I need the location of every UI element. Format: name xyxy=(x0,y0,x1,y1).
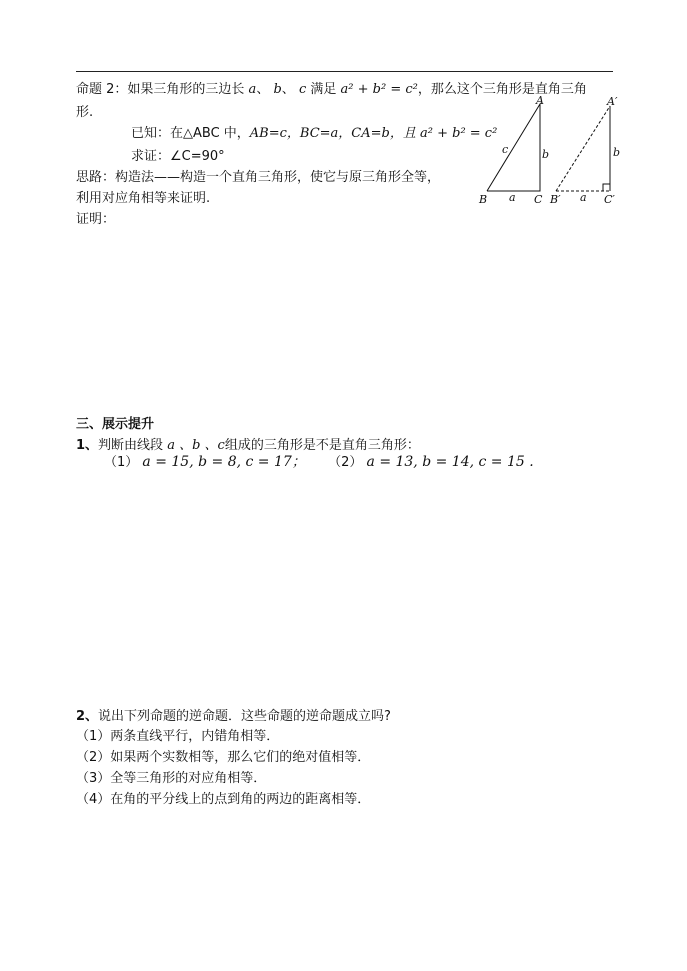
label-B: B xyxy=(479,193,488,206)
label-C: C xyxy=(534,193,543,206)
section-heading: 三、展示提升 xyxy=(76,417,155,432)
item-2-label: （2） xyxy=(328,455,363,470)
question-2-number: 2、 xyxy=(76,709,99,724)
prop2-prefix: 命题 2：如果三角形的三边长 xyxy=(76,82,245,97)
label-C-prime: C′ xyxy=(604,193,615,206)
given-line xyxy=(131,122,497,141)
label-A: A xyxy=(536,94,544,107)
question-1-number: 1、 xyxy=(76,438,99,453)
side-label-b: b xyxy=(542,148,550,161)
label-B-prime: B′ xyxy=(550,193,561,206)
item-1-expression: a = 15, b = 8, c = 17； xyxy=(142,454,306,470)
item-1-label: （1） xyxy=(104,455,139,470)
question-2-item-1: （1）两条直线平行，内错角相等． xyxy=(76,729,280,744)
proof-label: 证明： xyxy=(76,212,116,227)
prop2-mid: 满足 xyxy=(310,82,337,97)
given-equation: a² + b² = c² xyxy=(420,126,498,141)
var-b: b xyxy=(273,82,282,97)
prove-line: 求证：∠C=90° xyxy=(131,149,225,164)
idea-line2: 利用对应角相等来证明. xyxy=(76,191,211,206)
var-a: a xyxy=(248,82,257,97)
triangle-figure xyxy=(470,92,630,212)
question-1-prefix: 判断由线段 xyxy=(98,438,164,453)
idea-line1: 思路：构造法——构造一个直角三角形，使它与原三角形全等， xyxy=(76,170,441,185)
question-2-item-4: （4）在角的平分线上的点到角的两边的距离相等． xyxy=(76,792,371,807)
question-2 xyxy=(76,705,391,724)
side-label-a-prime: a xyxy=(580,191,587,204)
question-2-text: 说出下列命题的逆命题．这些命题的逆命题成立吗? xyxy=(98,709,391,724)
given-prefix: 已知：在△ABC 中， xyxy=(131,126,250,141)
label-A-prime: A′ xyxy=(607,95,618,108)
side-label-a: a xyxy=(509,191,516,204)
question-1-vars: a 、b 、c xyxy=(167,438,225,453)
prop2-suffix: ，那么这个三角形是直角三角 xyxy=(417,82,587,97)
question-1-items xyxy=(104,451,534,471)
proposition-2-line2: 形. xyxy=(76,105,94,120)
side-label-b-prime: b xyxy=(613,146,621,159)
separator: 、 xyxy=(281,82,295,97)
question-2-item-3: （3）全等三角形的对应角相等． xyxy=(76,771,267,786)
pythagorean-equation: a² + b² = c² xyxy=(340,82,418,97)
question-1-suffix: 组成的三角形是不是直角三角形： xyxy=(224,438,420,453)
var-c: c xyxy=(298,82,307,97)
top-rule xyxy=(76,71,613,72)
dashed-hypotenuse xyxy=(556,106,610,191)
side-label-c: c xyxy=(502,143,509,156)
item-2-expression: a = 13, b = 14, c = 15 . xyxy=(366,454,534,470)
triangle-abc xyxy=(487,104,540,191)
separator: 、 xyxy=(256,82,270,97)
right-angle-marker xyxy=(603,184,610,191)
question-2-item-2: （2）如果两个实数相等，那么它们的绝对值相等． xyxy=(76,750,371,765)
given-sides: AB=c，BC=a，CA=b，且 xyxy=(249,126,416,141)
